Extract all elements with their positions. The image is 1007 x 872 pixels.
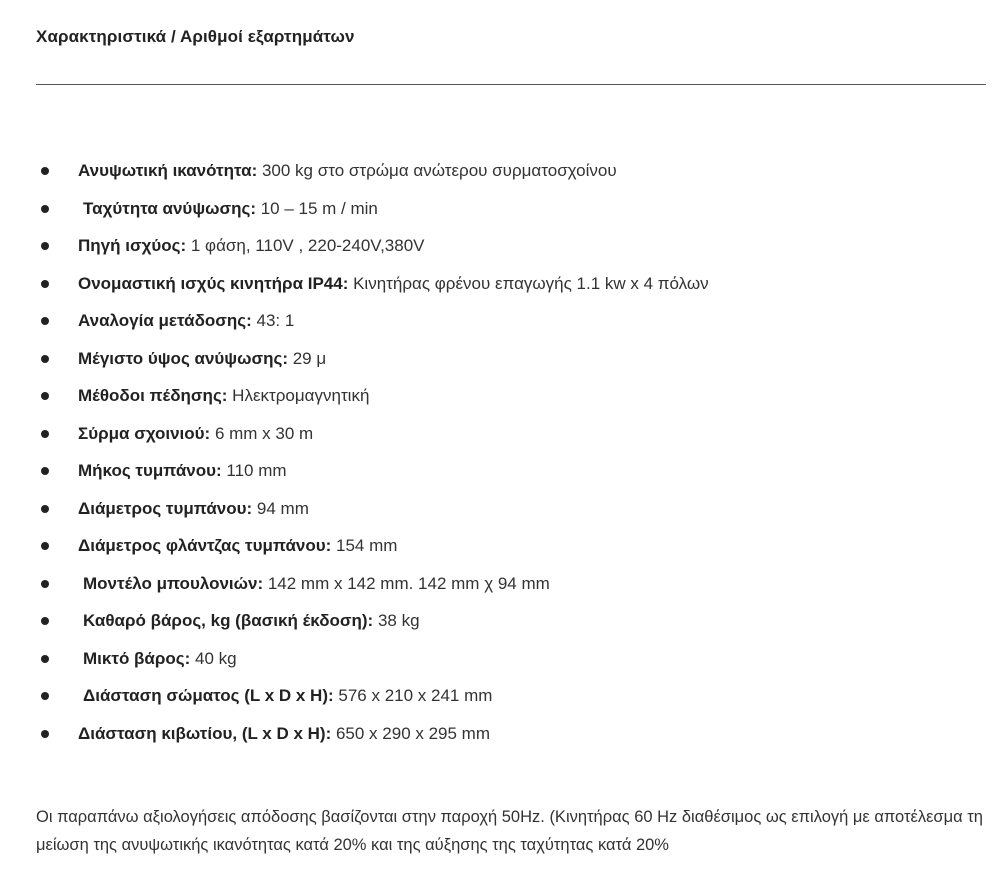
bullet-icon [41,242,49,250]
spec-value: 94 mm [252,498,309,518]
spec-label: Διάμετρος φλάντζας τυμπάνου: [78,536,332,555]
spec-label: Σύρμα σχοινιού: [78,423,211,443]
spec-item-flange-diameter [0,527,1000,565]
spec-value: 154 mm [331,536,398,555]
spec-value: 650 x 290 x 295 mm [331,723,491,743]
bullet-icon [41,580,49,588]
spec-label: Διάμετρος τυμπάνου: [78,498,253,518]
bullet-icon [41,317,49,325]
spec-value: 576 x 210 x 241 mm [333,686,493,705]
bullet-icon [41,542,49,550]
spec-value: Ηλεκτρομαγνητική [227,386,370,405]
spec-item-bolt-pattern [0,565,1000,603]
spec-value: 40 kg [190,648,237,668]
spec-label: Διάσταση κιβωτίου, (L x D x H): [78,723,332,743]
spec-value: 300 kg στο στρώμα ανώτερου συρματοσχοίνου [257,161,617,180]
bullet-icon [41,430,49,438]
spec-item-net-weight [0,602,1000,640]
bullet-icon [41,280,49,288]
spec-value: 43: 1 [251,311,295,330]
bullet-icon [41,205,49,213]
bullet-icon [41,355,49,363]
spec-label: Αναλογία μετάδοσης: [78,311,252,330]
spec-label: Ανυψωτική ικανότητα: [78,161,258,180]
bullet-icon [41,167,49,175]
spec-item-lifting-capacity [0,152,1000,190]
spec-value: 29 μ [288,348,327,368]
spec-item-wire-rope [0,415,1000,453]
spec-label: Διάσταση σώματος (L x D x H): [83,686,334,705]
spec-value: 6 mm x 30 m [210,423,314,443]
spec-value: 142 mm x 142 mm. 142 mm χ 94 mm [263,573,550,593]
bullet-icon [41,655,49,663]
performance-note: Οι παραπάνω αξιολογήσεις απόδοσης βασίζονται στην παροχή 50Hz. (Κινητήρας 60 Hz διαθέσιμος ως επιλογή με αποτέλεσμα τη μείωση της ανυψωτικής ικανότητας κατά 20% και της αύξησης της ταχύτητας κατά 20% [36,808,983,854]
spec-label: Μοντέλο μπουλονιών: [83,573,264,593]
spec-item-gear-ratio [0,302,1000,340]
bullet-icon [41,505,49,513]
spec-item-drum-length [0,452,1000,490]
spec-value: 10 – 15 m / min [256,198,378,218]
spec-label: Μέγιστο ύψος ανύψωσης: [78,348,288,368]
spec-label: Μικτό βάρος: [83,648,191,668]
spec-item-lifting-speed [0,190,1000,228]
spec-label: Ταχύτητα ανύψωσης: [83,198,256,218]
spec-item-body-dimensions [0,677,1000,715]
spec-item-motor-power [0,265,1000,303]
bullet-icon [41,392,49,400]
spec-item-box-dimensions [0,715,1000,753]
spec-value: 1 φάση, 110V , 220-240V,380V [186,236,425,255]
spec-label: Μήκος τυμπάνου: [78,461,222,480]
section-divider [36,84,986,85]
spec-item-braking [0,377,1000,415]
spec-item-power-source [0,227,1000,265]
spec-list [0,152,1000,752]
spec-value: Κινητήρας φρένου επαγωγής 1.1 kw x 4 πόλων [348,273,709,293]
spec-item-gross-weight [0,640,1000,678]
bullet-icon [41,467,49,475]
spec-label: Μέθοδοι πέδησης: [78,386,228,405]
spec-item-drum-diameter [0,490,1000,528]
spec-value: 38 kg [373,611,420,630]
spec-value: 110 mm [221,461,287,480]
section-title: Χαρακτηριστικά / Αριθμοί εξαρτημάτων [36,27,355,46]
bullet-icon [41,617,49,625]
bullet-icon [41,730,49,738]
spec-label: Πηγή ισχύος: [78,236,187,255]
bullet-icon [41,692,49,700]
spec-label: Καθαρό βάρος, kg (βασική έκδοση): [83,611,374,630]
spec-item-max-height [0,340,1000,378]
spec-label: Ονομαστική ισχύς κινητήρα IP44: [78,273,349,293]
